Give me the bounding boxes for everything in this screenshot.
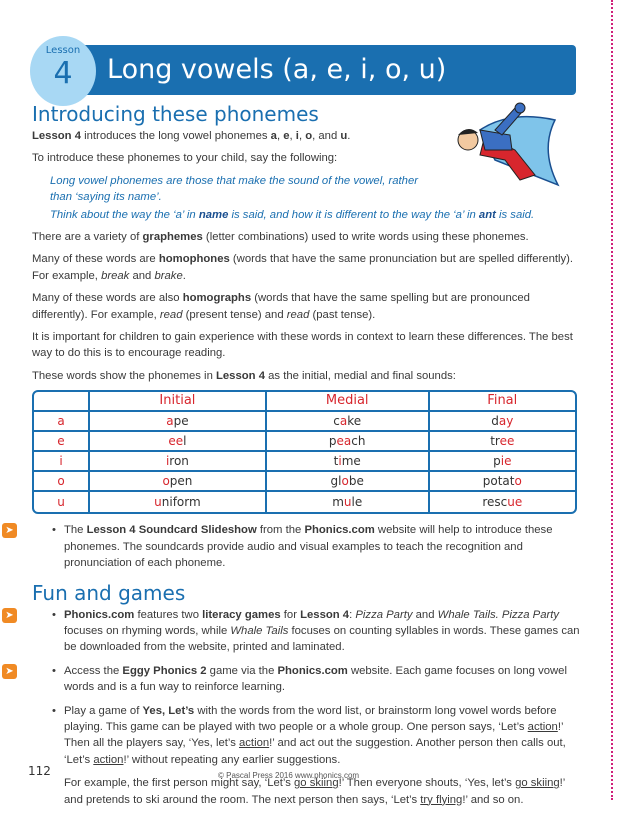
text-run: with the words from the word list, or brainstorm long vowel words before playing. This game can be played with two people or a whole group. One person says, ‘Let’s bbox=[64, 704, 557, 733]
text-run: . bbox=[182, 269, 186, 282]
word-cell bbox=[430, 472, 575, 492]
vowel-cell: u bbox=[34, 492, 90, 512]
word-part: ron bbox=[169, 454, 189, 469]
text-run: Whale Tails. Pizza Party bbox=[437, 608, 560, 621]
table-row bbox=[34, 452, 575, 472]
text-run: Lesson 4 bbox=[300, 608, 350, 621]
phoneme-highlight: u bbox=[154, 495, 162, 510]
text-run: go skiing bbox=[515, 777, 560, 790]
column-header: Medial bbox=[267, 392, 430, 412]
word-cell bbox=[90, 472, 267, 492]
text-run: Yes, Let’s bbox=[142, 704, 195, 717]
text-run: website. Each game focuses on long vowel words and is a fun way to reinforce learning. bbox=[64, 664, 567, 694]
phoneme-highlight: ea bbox=[336, 434, 352, 449]
text-run: Lesson 4 bbox=[216, 369, 265, 382]
text-run: Lesson 4 bbox=[32, 130, 81, 142]
lesson-number: 4 bbox=[53, 56, 73, 91]
phoneme-highlight: ie bbox=[500, 454, 512, 469]
text-run: Play a game of bbox=[64, 704, 143, 717]
text-run: It is important for children to gain experience with these words in context to learn these differences. The best way to do this is to encourage reading. bbox=[32, 331, 573, 360]
text-run: !’ and pretends to ski around the room. The next person then says, ‘Let’s bbox=[64, 777, 565, 806]
text-run: !’ Then all the players say, ‘Yes, let’s bbox=[64, 720, 564, 750]
word-cell bbox=[267, 432, 430, 452]
text-run: Access the bbox=[64, 664, 123, 677]
word-cell bbox=[267, 452, 430, 472]
bullet-item bbox=[5, 663, 580, 696]
text-run: Eggy Phonics 2 bbox=[122, 664, 207, 677]
text-run: game via the bbox=[206, 664, 278, 677]
page-number: 112 bbox=[28, 764, 51, 778]
text-run: try flying bbox=[420, 793, 463, 806]
text-run: break bbox=[101, 269, 130, 282]
text-run: The bbox=[64, 524, 87, 537]
text-run: features two bbox=[134, 608, 203, 621]
word-part: l bbox=[183, 434, 187, 449]
text-run: Lesson 4 Soundcard Slideshow bbox=[86, 524, 257, 537]
text-run: !’ Then everyone shouts, ‘Yes, let’s bbox=[338, 777, 516, 790]
word-part: ke bbox=[347, 414, 362, 429]
word-part: resc bbox=[482, 495, 508, 510]
quote-paragraph bbox=[50, 207, 580, 223]
vowel-cell: a bbox=[34, 412, 90, 432]
text-run: , bbox=[276, 130, 284, 142]
text-run: website will help to introduce these phonemes. The soundcards provide audio and visual examples to teach the recognition and pronunciation of each phoneme. bbox=[64, 524, 553, 570]
text-run: focuses on counting syllables in words. These games can be downloaded from the website, printed and laminated. bbox=[64, 624, 580, 654]
word-part: pen bbox=[169, 474, 193, 489]
word-cell bbox=[430, 492, 575, 512]
table-row bbox=[34, 492, 575, 512]
paragraph bbox=[32, 229, 580, 245]
text-run: , bbox=[298, 130, 306, 142]
text-run: brake bbox=[154, 269, 183, 282]
text-run: Pizza Party bbox=[355, 608, 413, 621]
text-run: : bbox=[349, 608, 356, 621]
bullet-item bbox=[32, 703, 580, 769]
phoneme-highlight: ue bbox=[507, 495, 523, 510]
paragraph bbox=[32, 290, 580, 323]
text-run: , bbox=[289, 130, 296, 142]
word-part: me bbox=[341, 454, 361, 469]
word-part: gl bbox=[330, 474, 342, 489]
word-part: potat bbox=[482, 474, 515, 489]
text-run: These words show the phonemes in bbox=[32, 369, 216, 382]
text-run: (present tense) and bbox=[182, 308, 287, 321]
text-run: from the bbox=[256, 524, 305, 537]
phoneme-highlight: o bbox=[162, 474, 170, 489]
word-cell bbox=[90, 492, 267, 512]
text-run: To introduce these phonemes to your child, say the following: bbox=[32, 152, 338, 165]
text-run: and bbox=[129, 269, 155, 282]
table-row bbox=[34, 412, 575, 432]
text-run: action bbox=[93, 753, 124, 766]
section-heading-introducing: Introducing these phonemes bbox=[32, 102, 319, 126]
text-run: go skiing bbox=[294, 777, 339, 790]
phoneme-highlight: ee bbox=[168, 434, 184, 449]
column-header bbox=[34, 392, 90, 412]
vowel-cell: e bbox=[34, 432, 90, 452]
text-run: read bbox=[286, 308, 310, 321]
mouse-cursor-icon[interactable]: • ➤ bbox=[2, 608, 17, 623]
text-run: Long vowel phonemes are those that make the sound of the vowel, rather than ‘saying its name’. bbox=[50, 174, 419, 204]
text-run: u bbox=[340, 130, 348, 142]
text-run: !’ and so on. bbox=[462, 793, 524, 806]
text-run: Phonics.com bbox=[64, 608, 135, 621]
phoneme-highlight: ee bbox=[499, 434, 515, 449]
copyright: © Pascal Press 2016 www.phonics.com bbox=[218, 771, 360, 780]
word-part: pe bbox=[173, 414, 189, 429]
word-part: le bbox=[351, 495, 363, 510]
vowel-cell: o bbox=[34, 472, 90, 492]
column-header: Initial bbox=[90, 392, 267, 412]
text-run: is said. bbox=[495, 208, 535, 221]
text-run: !’ and act out the suggestion. Another person then calls out, ‘Let’s bbox=[64, 737, 566, 766]
table-row bbox=[34, 472, 575, 492]
word-cell bbox=[430, 432, 575, 452]
text-run: Many of these words are bbox=[32, 253, 159, 266]
word-cell bbox=[90, 452, 267, 472]
text-run: a bbox=[270, 130, 277, 142]
section-heading-fun-and-games: Fun and games bbox=[32, 580, 186, 605]
text-run: (words that have the same pronunciation but are spelled differently). For example, bbox=[32, 253, 574, 282]
word-cell bbox=[267, 412, 430, 432]
word-part: p bbox=[493, 454, 501, 469]
lesson-badge bbox=[30, 36, 96, 106]
text-run: o bbox=[305, 130, 313, 142]
text-run: for bbox=[280, 608, 301, 621]
text-run: e bbox=[283, 130, 290, 142]
text-run: homographs bbox=[182, 292, 252, 305]
page-content bbox=[5, 100, 580, 814]
text-run: focuses on rhyming words, while bbox=[64, 624, 231, 637]
text-run: !’ without repeating any earlier suggestions. bbox=[123, 753, 341, 766]
lesson-title-banner bbox=[80, 45, 576, 95]
phoneme-highlight: o bbox=[341, 474, 349, 489]
word-cell bbox=[90, 432, 267, 452]
text-run: Phonics.com bbox=[277, 664, 348, 677]
word-cell bbox=[267, 492, 430, 512]
soundcard-bullet bbox=[5, 522, 580, 571]
text-run: Think about the way the ‘a’ in bbox=[50, 208, 199, 221]
word-cell bbox=[90, 412, 267, 432]
lesson-label: Lesson bbox=[45, 45, 81, 56]
text-run: (letter combinations) used to write words using these phonemes. bbox=[202, 231, 529, 244]
text-run: i bbox=[295, 130, 299, 142]
paragraph bbox=[32, 329, 580, 362]
phoneme-highlight: ay bbox=[498, 414, 514, 429]
phoneme-highlight: i bbox=[165, 454, 170, 469]
text-run: ant bbox=[478, 208, 496, 221]
phoneme-highlight: a bbox=[339, 414, 348, 429]
text-run: (words that have the same spelling but are pronounced differently). For example, bbox=[32, 292, 530, 321]
text-run: homophones bbox=[158, 253, 230, 266]
text-run: and bbox=[412, 608, 438, 621]
text-run: action bbox=[527, 720, 558, 733]
mouse-cursor-icon[interactable]: • ➤ bbox=[2, 664, 17, 679]
word-part: m bbox=[332, 495, 344, 510]
vowel-cell: i bbox=[34, 452, 90, 472]
table-row bbox=[34, 432, 575, 452]
word-part: niform bbox=[161, 495, 201, 510]
text-run: . bbox=[347, 130, 351, 142]
mouse-cursor-icon[interactable]: • ➤ bbox=[2, 523, 17, 538]
column-header: Final bbox=[430, 392, 575, 412]
word-part: c bbox=[333, 414, 340, 429]
text-run: name bbox=[198, 208, 229, 221]
phoneme-highlight: a bbox=[166, 414, 174, 429]
word-part: tr bbox=[490, 434, 500, 449]
paragraph bbox=[32, 150, 580, 166]
paragraph bbox=[32, 251, 580, 284]
text-run: action bbox=[239, 737, 270, 750]
paragraph bbox=[32, 368, 580, 384]
phoneme-table bbox=[32, 390, 577, 514]
text-run: (past tense). bbox=[309, 308, 376, 321]
phoneme-highlight: o bbox=[514, 474, 522, 489]
text-run: There are a variety of bbox=[32, 231, 143, 244]
word-cell bbox=[267, 472, 430, 492]
page-edge-dotted-line bbox=[611, 0, 613, 800]
word-part: t bbox=[333, 454, 339, 469]
text-run: is said, and how it is different to the way the ‘a’ in bbox=[228, 208, 479, 221]
quote-paragraph bbox=[50, 173, 420, 206]
text-run: Whale Tails bbox=[230, 624, 289, 637]
word-part: be bbox=[348, 474, 364, 489]
phoneme-highlight: u bbox=[343, 495, 352, 510]
word-part: p bbox=[328, 434, 337, 449]
word-cell bbox=[430, 452, 575, 472]
text-run: Phonics.com bbox=[304, 524, 375, 537]
text-run: , and bbox=[312, 130, 341, 142]
word-cell bbox=[430, 412, 575, 432]
paragraph bbox=[32, 128, 580, 144]
lesson-title: Long vowels (a, e, i, o, u) bbox=[107, 54, 447, 85]
word-part: d bbox=[491, 414, 499, 429]
text-run: read bbox=[159, 308, 183, 321]
text-run: graphemes bbox=[142, 231, 203, 244]
text-run: Many of these words are also bbox=[32, 292, 183, 305]
phoneme-highlight: i bbox=[338, 454, 342, 469]
text-run: introduces the long vowel phonemes bbox=[80, 130, 271, 142]
text-run: For example, the first person might say, ‘Let’s bbox=[64, 777, 295, 790]
text-run: as the initial, medial and final sounds: bbox=[264, 369, 456, 382]
bullet-item bbox=[5, 607, 580, 656]
text-run: literacy games bbox=[202, 608, 281, 621]
word-part: ch bbox=[351, 434, 366, 449]
